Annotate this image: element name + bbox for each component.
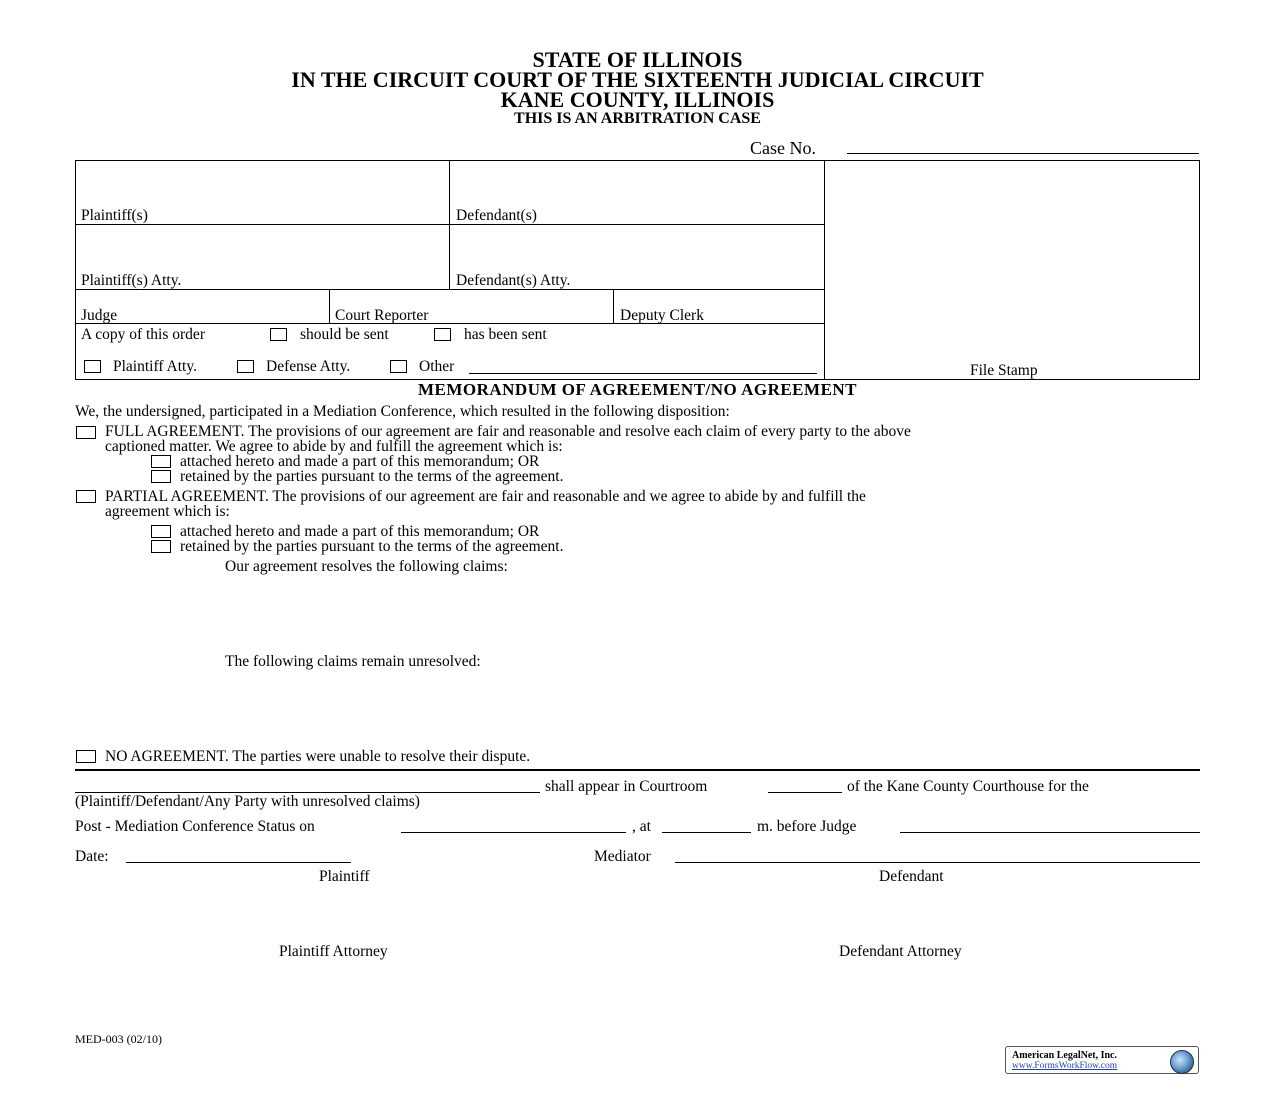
full-agreement-text-2: captioned matter. We agree to abide by and fulfill the agreement which is:	[105, 438, 563, 455]
date-label: Date:	[75, 848, 109, 865]
row-divider-3	[75, 323, 825, 324]
file-stamp-divider	[824, 160, 825, 380]
defendant-attorney-signature-label: Defendant Attorney	[839, 943, 962, 960]
partial-retained-label: retained by the parties pursuant to the terms of the agreement.	[180, 538, 564, 555]
court-reporter-label: Court Reporter	[335, 307, 429, 324]
defendants-label: Defendant(s)	[456, 207, 537, 224]
courtroom-field[interactable]	[768, 792, 842, 793]
full-agreement-text-1: FULL AGREEMENT. The provisions of our agreement are fair and reasonable and resolve each claim of every party to the above	[105, 423, 911, 440]
should-be-sent-checkbox[interactable]	[270, 328, 287, 341]
header-county: KANE COUNTY, ILLINOIS	[500, 87, 775, 112]
party-caption: (Plaintiff/Defendant/Any Party with unresolved claims)	[75, 793, 420, 810]
row-divider-1	[75, 224, 825, 225]
defense-atty-checkbox[interactable]	[237, 360, 254, 373]
case-no-field[interactable]	[847, 153, 1199, 154]
plaintiff-signature-label: Plaintiff	[319, 868, 370, 885]
resolved-claims-label: Our agreement resolves the following claims:	[225, 558, 508, 575]
plaintiffs-label: Plaintiff(s)	[81, 207, 148, 224]
header-state: STATE OF ILLINOIS	[532, 47, 743, 72]
should-be-sent-label: should be sent	[300, 326, 389, 343]
defense-atty-label: Defense Atty.	[266, 358, 351, 375]
copy-order-label: A copy of this order	[81, 326, 205, 343]
plaintiff-attorney-signature-label: Plaintiff Attorney	[279, 943, 388, 960]
case-no-label: Case No.	[750, 138, 816, 158]
other-field[interactable]	[469, 373, 817, 374]
plaintiff-atty-label: Plaintiff Atty.	[113, 358, 197, 375]
has-been-sent-label: has been sent	[464, 326, 547, 343]
partial-agreement-checkbox[interactable]	[76, 490, 96, 503]
section-divider	[75, 769, 1200, 771]
other-label: Other	[419, 358, 455, 375]
caption-box	[75, 160, 1200, 380]
globe-icon	[1170, 1050, 1194, 1074]
row-divider-2	[75, 289, 825, 290]
before-judge-text: m. before Judge	[757, 818, 857, 835]
defendants-atty-label: Defendant(s) Atty.	[456, 272, 571, 289]
date-field[interactable]	[126, 862, 351, 863]
reporter-divider	[613, 290, 614, 324]
mediator-field[interactable]	[675, 862, 1200, 863]
full-attached-label: attached hereto and made a part of this memorandum; OR	[180, 453, 540, 470]
partial-agreement-text-2: agreement which is:	[105, 503, 230, 520]
status-on-text: Post - Mediation Conference Status on	[75, 818, 315, 835]
deputy-clerk-label: Deputy Clerk	[620, 307, 704, 324]
courthouse-text: of the Kane County Courthouse for the	[847, 778, 1089, 795]
has-been-sent-checkbox[interactable]	[434, 328, 451, 341]
header-court: IN THE CIRCUIT COURT OF THE SIXTEENTH JUDICIAL CIRCUIT	[291, 67, 984, 92]
mediator-label: Mediator	[594, 848, 651, 865]
unresolved-claims-label: The following claims remain unresolved:	[225, 653, 481, 670]
memorandum-title: MEMORANDUM OF AGREEMENT/NO AGREEMENT	[417, 380, 858, 399]
partial-retained-checkbox[interactable]	[151, 540, 171, 553]
header-arbitration: THIS IS AN ARBITRATION CASE	[514, 110, 761, 127]
logo-name: American LegalNet, Inc.	[1012, 1050, 1117, 1061]
partial-attached-checkbox[interactable]	[151, 525, 171, 538]
no-agreement-text: NO AGREEMENT. The parties were unable to resolve their dispute.	[105, 748, 531, 765]
time-field[interactable]	[662, 832, 751, 833]
at-text: , at	[632, 818, 651, 835]
file-stamp-label: File Stamp	[970, 362, 1038, 379]
full-attached-checkbox[interactable]	[151, 455, 171, 468]
judge-label: Judge	[81, 307, 118, 324]
plaintiff-atty-checkbox[interactable]	[84, 360, 101, 373]
judge-divider	[329, 290, 330, 324]
status-date-field[interactable]	[401, 832, 626, 833]
party-divider	[449, 160, 450, 290]
form-id: MED-003 (02/10)	[75, 1032, 162, 1046]
no-agreement-checkbox[interactable]	[76, 750, 96, 763]
intro-text: We, the undersigned, participated in a Mediation Conference, which resulted in the following disposition:	[75, 403, 730, 420]
logo-url[interactable]: www.FormsWorkFlow.com	[1012, 1061, 1118, 1071]
partial-attached-label: attached hereto and made a part of this memorandum; OR	[180, 523, 540, 540]
full-retained-label: retained by the parties pursuant to the terms of the agreement.	[180, 468, 564, 485]
partial-agreement-text-1: PARTIAL AGREEMENT. The provisions of our agreement are fair and reasonable and we agree to abide by and fulfill the	[105, 488, 866, 505]
defendant-signature-label: Defendant	[879, 868, 944, 885]
shall-appear-text: shall appear in Courtroom	[545, 778, 708, 795]
american-legalnet-logo	[1005, 1046, 1199, 1074]
full-agreement-checkbox[interactable]	[76, 426, 96, 439]
judge-name-field[interactable]	[900, 832, 1200, 833]
plaintiffs-atty-label: Plaintiff(s) Atty.	[81, 272, 182, 289]
full-retained-checkbox[interactable]	[151, 470, 171, 483]
other-checkbox[interactable]	[390, 360, 407, 373]
